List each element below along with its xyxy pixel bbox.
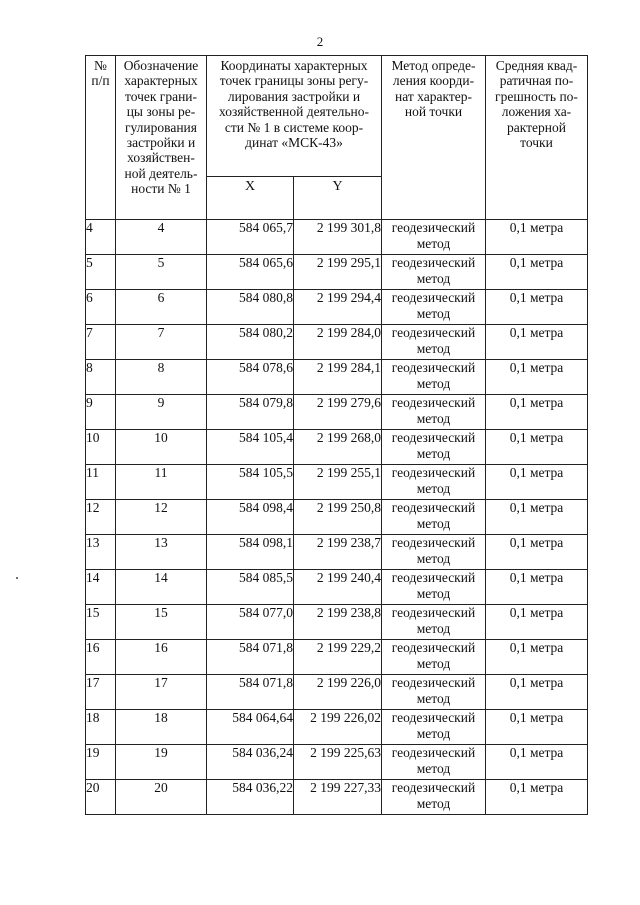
row-number: 8 [86,360,116,395]
row-designation: 16 [116,640,207,675]
header-designation: Обозначение характерных точек грани- цы зоны ре- гулирования застройки и хозяйствен- ной деятель- ности № 1 [116,56,207,220]
row-coordinate-y: 2 199 226,0 [294,675,382,710]
row-designation: 20 [116,780,207,815]
row-number: 13 [86,535,116,570]
table-row [86,255,588,290]
row-designation: 4 [116,220,207,255]
row-designation: 7 [116,325,207,360]
row-coordinate-x: 584 080,8 [207,290,294,325]
row-number: 15 [86,605,116,640]
row-method: геодезический метод [382,465,486,500]
row-number: 19 [86,745,116,780]
row-number: 11 [86,465,116,500]
row-coordinate-x: 584 071,8 [207,675,294,710]
header-error: Средняя квад- ратичная по- грешность по- ложения ха- рактерной точки [486,56,588,220]
row-error: 0,1 метра [486,675,588,710]
row-method: геодезический метод [382,675,486,710]
row-error: 0,1 метра [486,255,588,290]
header-x: X [207,177,294,220]
table-row [86,290,588,325]
row-error: 0,1 метра [486,220,588,255]
row-number: 6 [86,290,116,325]
row-number: 20 [86,780,116,815]
row-error: 0,1 метра [486,290,588,325]
table-row [86,325,588,360]
table-row [86,500,588,535]
row-coordinate-y: 2 199 255,1 [294,465,382,500]
row-number: 18 [86,710,116,745]
row-coordinate-x: 584 079,8 [207,395,294,430]
row-method: геодезический метод [382,745,486,780]
header-row [86,56,588,177]
row-method: геодезический метод [382,535,486,570]
row-coordinate-y: 2 199 227,33 [294,780,382,815]
row-coordinate-y: 2 199 238,7 [294,535,382,570]
row-designation: 15 [116,605,207,640]
row-designation: 19 [116,745,207,780]
row-coordinate-y: 2 199 294,4 [294,290,382,325]
row-coordinate-y: 2 199 279,6 [294,395,382,430]
row-coordinate-x: 584 080,2 [207,325,294,360]
header-method: Метод опреде- ления коорди- нат характер- ной точки [382,56,486,220]
row-coordinate-y: 2 199 295,1 [294,255,382,290]
row-number: 12 [86,500,116,535]
row-number: 4 [86,220,116,255]
row-error: 0,1 метра [486,570,588,605]
row-designation: 12 [116,500,207,535]
row-designation: 10 [116,430,207,465]
row-method: геодезический метод [382,220,486,255]
row-number: 10 [86,430,116,465]
row-coordinate-x: 584 105,5 [207,465,294,500]
row-coordinate-x: 584 078,6 [207,360,294,395]
header-coordinates: Координаты характерных точек границы зоны регу- лирования застройки и хозяйственной деятельно- сти № 1 в системе коор- динат «МСК-43» [207,56,382,177]
row-number: 16 [86,640,116,675]
row-coordinate-y: 2 199 226,02 [294,710,382,745]
row-coordinate-y: 2 199 268,0 [294,430,382,465]
table-row [86,640,588,675]
row-error: 0,1 метра [486,430,588,465]
row-coordinate-y: 2 199 250,8 [294,500,382,535]
row-coordinate-x: 584 077,0 [207,605,294,640]
row-error: 0,1 метра [486,710,588,745]
row-coordinate-x: 584 064,64 [207,710,294,745]
table-body [86,220,588,815]
row-designation: 5 [116,255,207,290]
row-designation: 17 [116,675,207,710]
row-method: геодезический метод [382,780,486,815]
row-designation: 9 [116,395,207,430]
row-coordinate-x: 584 098,1 [207,535,294,570]
table-row [86,570,588,605]
header-y: Y [294,177,382,220]
table-row [86,535,588,570]
row-number: 14 [86,570,116,605]
row-number: 17 [86,675,116,710]
row-error: 0,1 метра [486,745,588,780]
row-method: геодезический метод [382,255,486,290]
row-designation: 13 [116,535,207,570]
table-row [86,430,588,465]
row-coordinate-y: 2 199 240,4 [294,570,382,605]
row-method: геодезический метод [382,430,486,465]
row-method: геодезический метод [382,640,486,675]
row-coordinate-x: 584 071,8 [207,640,294,675]
row-designation: 18 [116,710,207,745]
row-coordinate-x: 584 098,4 [207,500,294,535]
row-error: 0,1 метра [486,465,588,500]
row-coordinate-y: 2 199 301,8 [294,220,382,255]
row-coordinate-y: 2 199 284,0 [294,325,382,360]
row-method: геодезический метод [382,605,486,640]
row-error: 0,1 метра [486,360,588,395]
row-coordinate-x: 584 036,24 [207,745,294,780]
row-method: геодезический метод [382,395,486,430]
row-coordinate-y: 2 199 225,63 [294,745,382,780]
table-row [86,220,588,255]
row-method: геодезический метод [382,570,486,605]
header-number: № п/п [86,56,116,220]
row-error: 0,1 метра [486,325,588,360]
row-coordinate-y: 2 199 284,1 [294,360,382,395]
table-row [86,465,588,500]
row-error: 0,1 метра [486,500,588,535]
row-error: 0,1 метра [486,395,588,430]
row-designation: 11 [116,465,207,500]
row-coordinate-y: 2 199 229,2 [294,640,382,675]
row-method: геодезический метод [382,325,486,360]
row-error: 0,1 метра [486,780,588,815]
row-error: 0,1 метра [486,535,588,570]
row-number: 5 [86,255,116,290]
row-coordinate-x: 584 105,4 [207,430,294,465]
margin-dot [16,577,18,579]
table-row [86,360,588,395]
row-designation: 8 [116,360,207,395]
row-error: 0,1 метра [486,605,588,640]
table-row [86,675,588,710]
row-coordinate-x: 584 085,5 [207,570,294,605]
row-method: геодезический метод [382,290,486,325]
row-number: 7 [86,325,116,360]
table-row [86,605,588,640]
row-designation: 6 [116,290,207,325]
row-coordinate-x: 584 036,22 [207,780,294,815]
row-designation: 14 [116,570,207,605]
row-coordinate-x: 584 065,6 [207,255,294,290]
row-number: 9 [86,395,116,430]
row-method: геодезический метод [382,710,486,745]
row-error: 0,1 метра [486,640,588,675]
table-row [86,710,588,745]
table-row [86,780,588,815]
coordinates-table [85,55,588,815]
row-coordinate-x: 584 065,7 [207,220,294,255]
table-row [86,745,588,780]
table-row [86,395,588,430]
row-method: геодезический метод [382,500,486,535]
row-coordinate-y: 2 199 238,8 [294,605,382,640]
row-method: геодезический метод [382,360,486,395]
page-number: 2 [316,34,324,49]
